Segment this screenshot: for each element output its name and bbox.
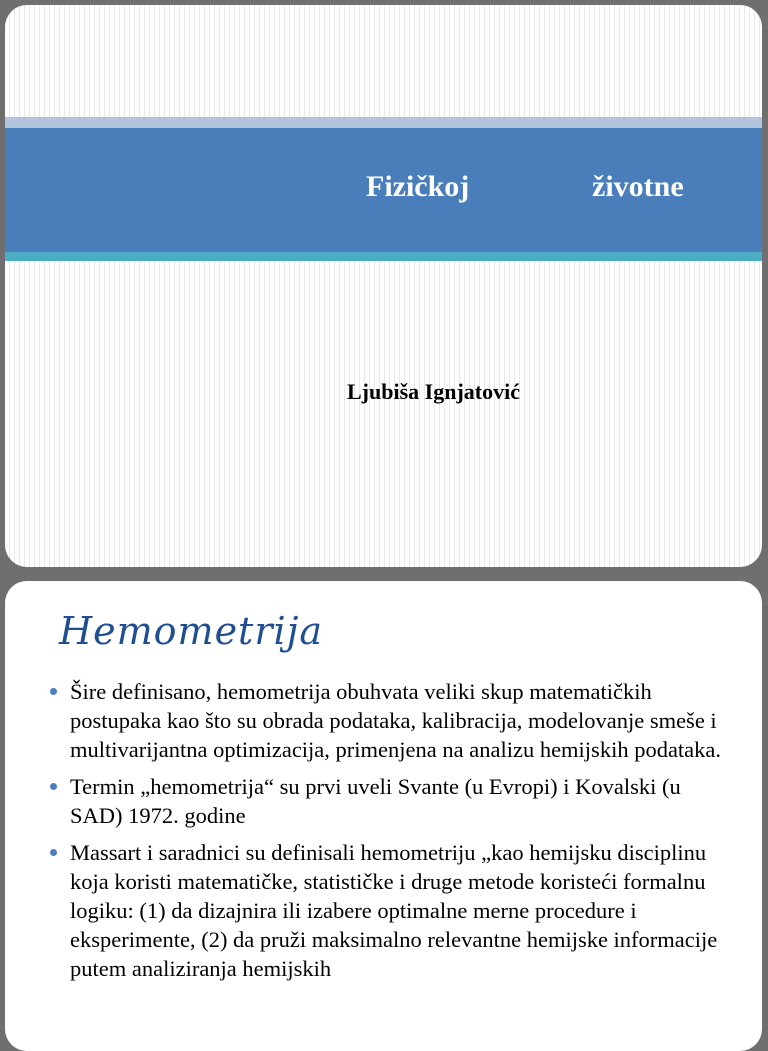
- content-slide-title: Hemometrija: [59, 609, 324, 653]
- bullet-dot-icon: [50, 688, 57, 695]
- bullet-dot-icon: [50, 783, 57, 790]
- bullet-list: [5, 677, 762, 991]
- content-slide: [5, 581, 762, 1051]
- author-name: Ljubiša Ignjatović: [347, 379, 520, 404]
- bullet-text: Massart i saradnici su definisali hemometriju „kao hemijsku disciplinu koja koristi matematičke, statističke i druge metode koristeći formalnu logiku: (1) da dizajnira ili izabere optimalne merne procedure i eksperimente, (2) da pruži maksimalno relevantne hemijske informacije putem analiziranja hemijskih: [70, 840, 718, 981]
- slide-title-word-2: životne: [592, 170, 684, 203]
- header-band-light: [5, 117, 762, 128]
- slide-title-word-1: Fizičkoj: [366, 170, 470, 203]
- bullet-text: Termin „hemometrija“ su prvi uveli Svante (u Evropi) i Kovalski (u SAD) 1972. godine: [70, 774, 681, 828]
- bullet-item: [5, 838, 762, 983]
- bullet-item: [5, 677, 762, 764]
- bullet-text: Šire definisano, hemometrija obuhvata veliki skup matematičkih postupaka kao što su obrada podataka, kalibracija, modelovanje smeše i multivarijantna optimizacija, primenjena na analizu hemijskih podataka.: [70, 679, 722, 762]
- bullet-item: [5, 772, 762, 830]
- bullet-dot-icon: [50, 849, 57, 856]
- header-accent-band: [5, 252, 762, 261]
- title-slide: [5, 5, 762, 567]
